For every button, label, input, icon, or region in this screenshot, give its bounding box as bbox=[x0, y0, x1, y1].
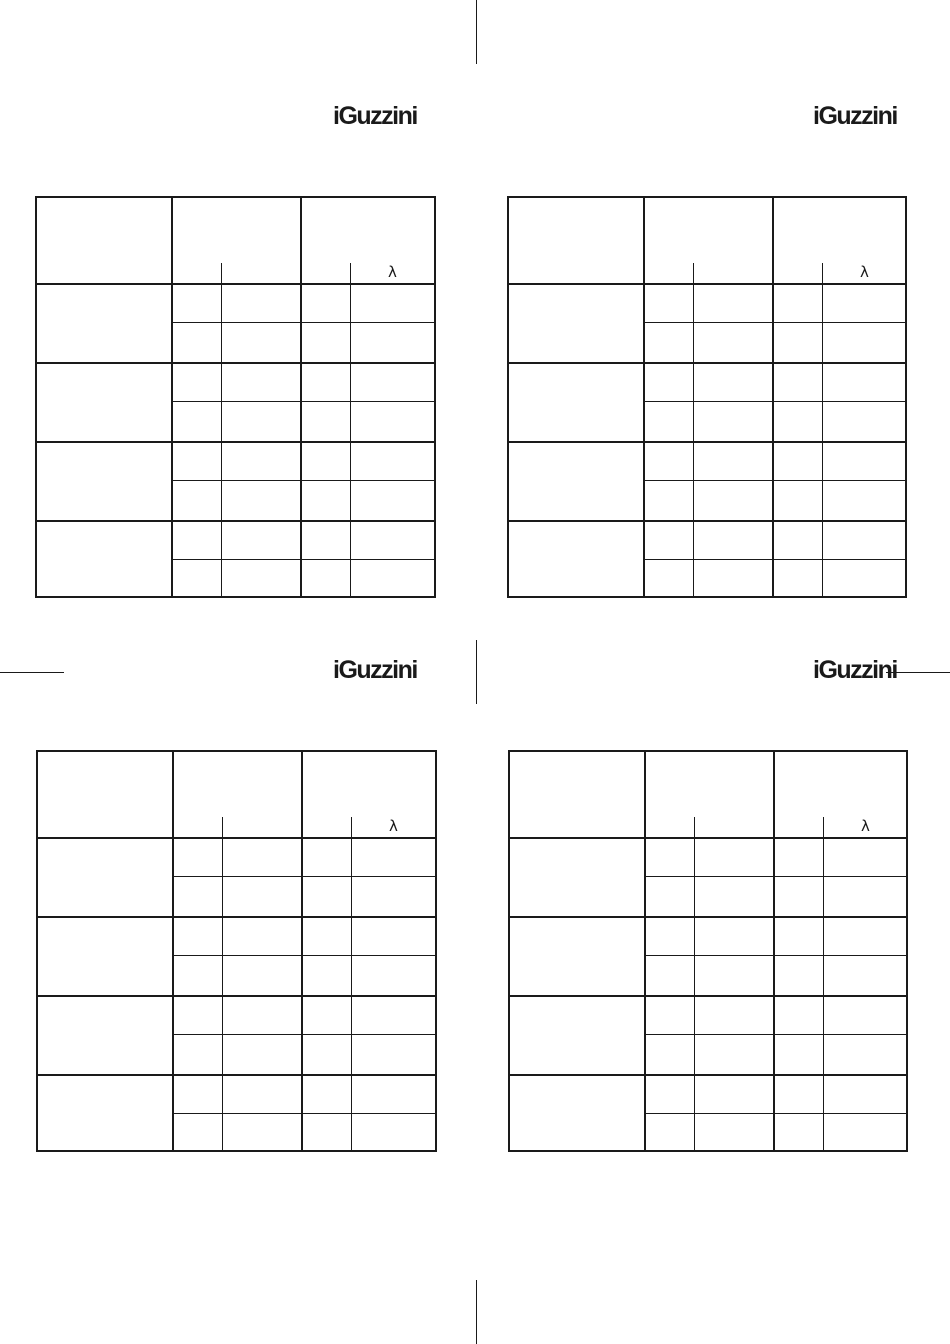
table-column-divider bbox=[772, 196, 774, 598]
table-group-divider bbox=[510, 916, 906, 918]
table-row-divider bbox=[171, 480, 434, 481]
table-column-divider bbox=[172, 750, 174, 1152]
table-row-divider bbox=[172, 1113, 435, 1114]
table-row-divider bbox=[643, 559, 905, 560]
table-group-divider bbox=[37, 441, 434, 443]
table-subcolumn-divider bbox=[823, 817, 824, 1150]
iguzzini-logo: iGuzzini bbox=[813, 102, 897, 130]
table-column-divider bbox=[301, 750, 303, 1152]
table-row-divider bbox=[172, 1034, 435, 1035]
lambda-symbol: λ bbox=[860, 263, 869, 281]
table-group-divider bbox=[38, 916, 435, 918]
cut-mark-middle-left bbox=[0, 672, 64, 673]
table-header-divider bbox=[38, 837, 435, 839]
spec-table bbox=[36, 750, 437, 1152]
table-group-divider bbox=[510, 995, 906, 997]
table-subcolumn-divider bbox=[350, 263, 351, 596]
lambda-symbol: λ bbox=[388, 263, 397, 281]
table-row-divider bbox=[643, 401, 905, 402]
table-column-divider bbox=[643, 196, 645, 598]
table-group-divider bbox=[38, 995, 435, 997]
table-column-divider bbox=[644, 750, 646, 1152]
table-group-divider bbox=[38, 1074, 435, 1076]
table-group-divider bbox=[509, 362, 905, 364]
table-subcolumn-divider bbox=[222, 817, 223, 1150]
table-column-divider bbox=[300, 196, 302, 598]
table-row-divider bbox=[644, 876, 906, 877]
table-group-divider bbox=[509, 520, 905, 522]
table-column-divider bbox=[171, 196, 173, 598]
table-column-divider bbox=[773, 750, 775, 1152]
table-row-divider bbox=[171, 401, 434, 402]
iguzzini-logo: iGuzzini bbox=[333, 102, 417, 130]
table-row-divider bbox=[171, 322, 434, 323]
iguzzini-logo: iGuzzini bbox=[813, 656, 897, 684]
lambda-symbol: λ bbox=[389, 817, 398, 835]
spec-table bbox=[35, 196, 436, 598]
table-row-divider bbox=[172, 876, 435, 877]
table-header-divider bbox=[510, 837, 906, 839]
table-subcolumn-divider bbox=[693, 263, 694, 596]
table-header-divider bbox=[37, 283, 434, 285]
spec-table bbox=[508, 750, 908, 1152]
table-subcolumn-divider bbox=[822, 263, 823, 596]
table-group-divider bbox=[509, 441, 905, 443]
table-row-divider bbox=[171, 559, 434, 560]
table-subcolumn-divider bbox=[221, 263, 222, 596]
table-row-divider bbox=[643, 322, 905, 323]
table-group-divider bbox=[510, 1074, 906, 1076]
table-row-divider bbox=[643, 480, 905, 481]
table-subcolumn-divider bbox=[351, 817, 352, 1150]
cut-mark-top-center bbox=[476, 0, 477, 64]
table-row-divider bbox=[644, 955, 906, 956]
table-header-divider bbox=[509, 283, 905, 285]
spec-table bbox=[507, 196, 907, 598]
cut-mark-bottom-center bbox=[476, 1280, 477, 1344]
table-row-divider bbox=[644, 1034, 906, 1035]
table-subcolumn-divider bbox=[694, 817, 695, 1150]
cut-mark-middle-center bbox=[476, 640, 477, 704]
iguzzini-logo: iGuzzini bbox=[333, 656, 417, 684]
table-row-divider bbox=[172, 955, 435, 956]
table-group-divider bbox=[37, 362, 434, 364]
lambda-symbol: λ bbox=[861, 817, 870, 835]
table-group-divider bbox=[37, 520, 434, 522]
table-row-divider bbox=[644, 1113, 906, 1114]
